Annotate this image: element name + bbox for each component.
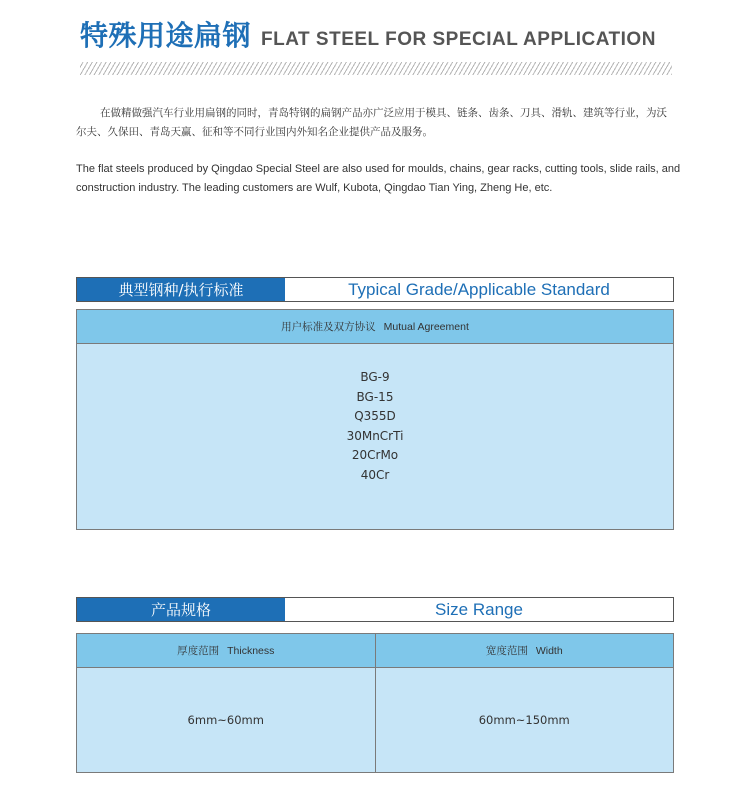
grade-item: Q355D	[354, 409, 396, 423]
grade-item: BG-9	[360, 370, 390, 384]
grade-section-title-cn: 典型钢种/执行标准	[77, 278, 285, 301]
grade-list	[77, 344, 673, 529]
grade-item: 30MnCrTi	[346, 428, 404, 443]
grade-item: 20CrMo	[351, 448, 399, 462]
size-section-title-en: Size Range	[435, 599, 523, 619]
intro-paragraph-en: The flat steels produced by Qingdao Special Steel are also used for moulds, chains, gear racks, cutting tools, slide rails, and construction industry. The leading customers are Wulf, Kubota, Qingdao Tian Ying, Zheng He, etc.	[76, 163, 681, 194]
grade-panel	[76, 309, 674, 530]
page-title-cn: 特殊用途扁钢	[80, 19, 252, 52]
size-table	[76, 633, 674, 773]
size-column-width	[375, 634, 674, 772]
size-column-header-cn: 厚度范围	[177, 645, 220, 657]
size-column-header	[376, 634, 674, 668]
intro-paragraph-cn: 在做精做强汽车行业用扁钢的同时，青岛特钢的扁钢产品亦广泛应用于模具、链条、齿条、刀具、滑轨、建筑等行业，为沃尔夫、久保田、青岛天赢、征和等不同行业国内外知名企业提供产品及服务。	[76, 107, 667, 138]
grade-panel-header	[77, 310, 673, 344]
size-column-header-en: Thickness	[227, 644, 275, 657]
size-column-header-cn: 宽度范围	[485, 645, 528, 657]
size-column-value: 6mm~60mm	[77, 668, 375, 772]
size-column-thickness	[77, 634, 375, 772]
size-column-value: 60mm~150mm	[376, 668, 674, 772]
grade-section-title-en: Typical Grade/Applicable Standard	[348, 279, 610, 299]
size-column-header	[77, 634, 375, 668]
grade-item: BG-15	[356, 389, 394, 404]
grade-panel-header-en: Mutual Agreement	[383, 320, 469, 333]
page-title-en: FLAT STEEL FOR SPECIAL APPLICATION	[261, 29, 656, 50]
size-section-title-cn: 产品规格	[77, 598, 285, 621]
grade-panel-header-cn: 用户标准及双方协议	[281, 321, 376, 333]
hatched-divider	[80, 62, 672, 75]
size-section-header	[76, 597, 674, 622]
size-column-header-en: Width	[535, 644, 563, 657]
grade-section-header	[76, 277, 674, 302]
page-title	[80, 14, 656, 54]
grade-item: 40Cr	[360, 467, 390, 482]
